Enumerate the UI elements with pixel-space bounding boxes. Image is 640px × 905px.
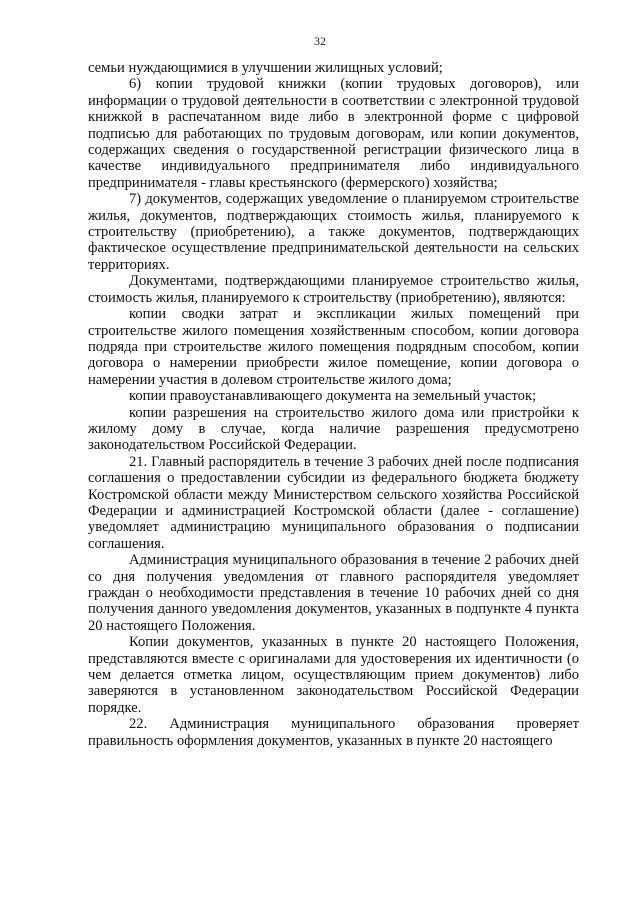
paragraph-item-7: 7) документов, содержащих уведомление о планируемом строительстве жилья, документов, подтверждающих стоимость жилья, планируемого к строительству (приобретению), а также документов, подтверждающих фактическое осуществление предпринимательской деятельности на сельских территориях. [88, 191, 579, 273]
paragraph-administration-notice: Администрация муниципального образования в течение 2 рабочих дней со дня получения уведомления от главного распорядителя уведомляет граждан о необходимости представления в течение 10 рабочих дней со дня получения данного уведомления документов, указанных в подпункте 4 пункта 20 настоящего Положения. [88, 552, 579, 634]
paragraph-continuation: семьи нуждающимися в улучшении жилищных условий; [88, 60, 443, 76]
paragraph-cost-summary: копии сводки затрат и экспликации жилых помещений при строительстве жилого помещения хозяйственным способом, копии договора подряда при строительстве жилого помещения подрядным способом, копии договора о намерении приобрести жилое помещение, копии договора о намерении участия в долевом строительстве жилого дома; [88, 306, 579, 388]
paragraph-land-title: копии правоустанавливающего документа на земельный участок; [129, 388, 537, 405]
paragraph-clause-21: 21. Главный распорядитель в течение 3 рабочих дней после подписания соглашения о предоставлении субсидии из федерального бюджета бюджету Костромской области между Министерством сельского хозяйства Российской Федерации и администрацией Костромской области (далее - соглашение) уведомляет администрацию муниципального образования о подписании соглашения. [88, 453, 579, 552]
paragraph-building-permit: копии разрешения на строительство жилого дома или пристройки к жилому дому в случае, когда наличие разрешения предусмотрено законодательством Российской Федерации. [88, 404, 579, 454]
paragraph-document-copies: Копии документов, указанных в пункте 20 настоящего Положения, представляются вместе с оригиналами для удостоверения их идентичности (о чем делается отметка лицом, осуществляющим прием документов) либо заверяются в установленном законодательством Российской Федерации порядке. [88, 634, 579, 716]
paragraph-documents-confirming: Документами, подтверждающими планируемое строительство жилья, стоимость жилья, планируемого к строительству (приобретению), являются: [88, 273, 579, 306]
paragraph-item-6: 6) копии трудовой книжки (копии трудовых договоров), или информации о трудовой деятельности в соответствии с электронной трудовой книжкой в распечатанном виде либо в электронной форме с цифровой подписью для работающих по трудовым договорам, или копии документов, содержащих сведения о государственной регистрации физического лица в качестве индивидуального предпринимателя либо индивидуального предпринимателя - главы крестьянского (фермерского) хозяйства; [88, 76, 579, 191]
document-body [88, 60, 579, 749]
paragraph-clause-22: 22. Администрация муниципального образования проверяет правильность оформления документов, указанных в пункте 20 настоящего [88, 716, 579, 749]
page-number: 32 [314, 34, 326, 48]
